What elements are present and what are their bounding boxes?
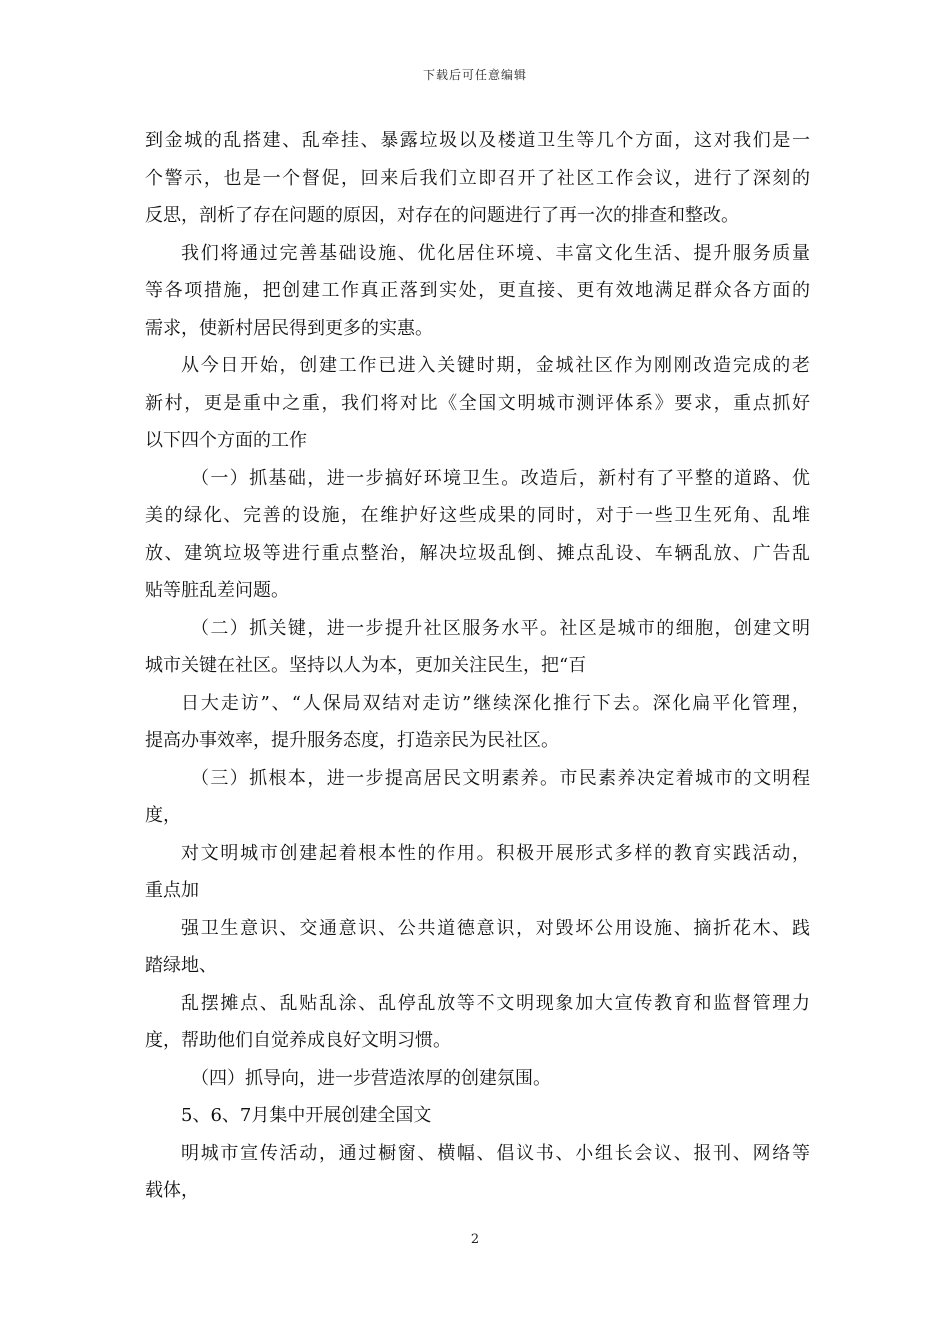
text-line: 等各项措施，把创建工作真正落到实处，更直接、更有效地满足群众各方面的 <box>145 280 810 301</box>
text-line: 明城市宣传活动，通过橱窗、横幅、倡议书、小组长会议、报刊、网络等 <box>181 1142 810 1164</box>
text-line: 度， <box>145 805 181 826</box>
page-number: 2 <box>470 1232 480 1247</box>
text-line: 城市关键在社区。坚持以人为本，更加关注民生，把“百 <box>145 655 587 676</box>
text-line: 载体， <box>145 1180 199 1201</box>
text-line: 贴等脏乱差问题。 <box>145 580 289 601</box>
text-line: 我们将通过完善基础设施、优化居住环境、丰富文化生活、提升服务质量 <box>181 242 810 264</box>
text-line: 乱摆摊点、乱贴乱涂、乱停乱放等不文明现象加大宣传教育和监督管理力 <box>181 992 810 1014</box>
text-line: 强卫生意识、交通意识、公共道德意识，对毁坏公用设施、摘折花木、践 <box>181 917 810 939</box>
document-body <box>145 122 810 1210</box>
text-line: 提高办事效率，提升服务态度，打造亲民为民社区。 <box>145 730 559 751</box>
text-line: 以下四个方面的工作 <box>145 430 307 451</box>
text-line: 对文明城市创建起着根本性的作用。积极开展形式多样的教育实践活动， <box>181 842 810 864</box>
text-line: 需求，使新村居民得到更多的实惠。 <box>145 317 433 339</box>
text-line: 踏绿地、 <box>145 955 217 976</box>
text-line: 新村，更是重中之重，我们将对比《全国文明城市测评体系》要求，重点抓好 <box>145 392 810 414</box>
text-line: （四）抓导向，进一步营造浓厚的创建氛围。 <box>191 1067 551 1089</box>
text-line: 美的绿化、完善的设施，在维护好这些成果的同时，对于一些卫生死角、乱堆 <box>145 505 810 526</box>
text-line: 反思，剖析了存在问题的原因，对存在的问题进行了再一次的排查和整改。 <box>145 205 739 226</box>
text-line: （一）抓基础，进一步搞好环境卫生。改造后，新村有了平整的道路、优 <box>191 467 810 489</box>
text-line: 到金城的乱搭建、乱牵挂、暴露垃圾以及楼道卫生等几个方面，这对我们是一 <box>145 130 810 151</box>
text-line: 日大走访”、“人保局双结对走访”继续深化推行下去。深化扁平化管理， <box>181 692 810 714</box>
text-line: 度，帮助他们自觉养成良好文明习惯。 <box>145 1030 451 1051</box>
text-line: 个警示，也是一个督促，回来后我们立即召开了社区工作会议，进行了深刻的 <box>145 167 810 189</box>
text-line: 从今日开始，创建工作已进入关键时期，金城社区作为刚刚改造完成的老 <box>181 355 810 376</box>
text-line: （二）抓关键，进一步提升社区服务水平。社区是城市的细胞，创建文明 <box>191 617 810 639</box>
page-header: 下载后可任意编辑 <box>422 68 527 82</box>
text-line: 放、建筑垃圾等进行重点整治，解决垃圾乱倒、摊点乱设、车辆乱放、广告乱 <box>145 542 810 564</box>
text-line: 5、6、7月集中开展创建全国文 <box>181 1105 432 1126</box>
text-line: 重点加 <box>145 880 199 901</box>
text-line: （三）抓根本，进一步提高居民文明素养。市民素养决定着城市的文明程 <box>191 767 810 789</box>
